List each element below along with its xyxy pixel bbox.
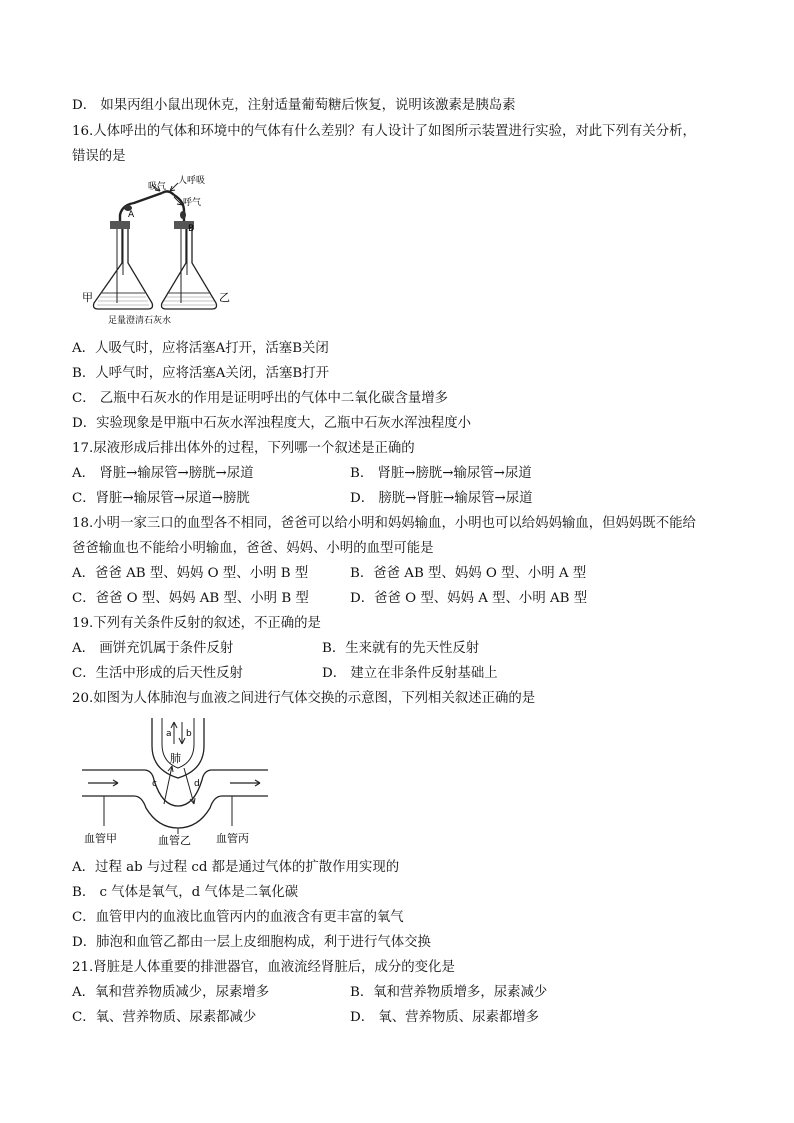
q20-label-vessel-2: 血管乙 (158, 834, 191, 847)
q16-label-exhale: 呼气 (183, 198, 202, 208)
q16-stem-line1: 16.人体呼出的气体和环境中的气体有什么差别？有人设计了如图所示装置进行实验，对此下列有关分析， (72, 124, 696, 139)
q20-option-a: A．过程 ab 与过程 cd 都是通过气体的扩散作用实现的 (72, 860, 400, 875)
q16-figure-caption: 足量澄清石灰水 (108, 316, 172, 326)
q16-apparatus-figure (82, 175, 232, 327)
q16-label-valve-b: B (188, 224, 195, 234)
q16-label-valve-a: A (128, 210, 135, 220)
q18-stem-line1: 18.小明一家三口的血型各不相同，爸爸可以给小明和妈妈输血，小明也可以给妈妈输血，但妈妈既不能给 (72, 516, 696, 531)
q17-option-b: B． 肾脏→膀胱→输尿管→尿道 (350, 466, 532, 481)
q18-option-a: A．爸爸 AB 型、妈妈 O 型、小明 B 型 (72, 566, 309, 581)
q16-label-flask-right: 乙 (219, 291, 230, 304)
q16-option-b: B．人呼气时，应将活塞A关闭，活塞B打开 (72, 366, 329, 381)
q17-option-a: A． 肾脏→输尿管→膀胱→尿道 (72, 466, 254, 481)
q20-option-b: B． c 气体是氧气，d 气体是二氧化碳 (72, 885, 299, 900)
q21-option-b: B．氧和营养物质增多，尿素减少 (350, 985, 548, 1000)
q18-stem-line2: 爸爸输血也不能给小明输血，爸爸、妈妈、小明的血型可能是 (72, 541, 434, 556)
q20-label-vessel-3: 血管丙 (216, 832, 249, 845)
q19-option-c: C．生活中形成的后天性反射 (72, 666, 243, 681)
q20-option-d: D．肺泡和血管乙都由一层上皮细胞构成，利于进行气体交换 (72, 935, 431, 950)
q17-stem: 17.尿液形成后排出体外的过程，下列哪一个叙述是正确的 (72, 441, 415, 456)
q20-label-alveolus: 肺 (170, 752, 181, 765)
q18-option-b: B．爸爸 AB 型、妈妈 O 型、小明 A 型 (350, 566, 587, 581)
q19-option-a: A． 画饼充饥属于条件反射 (72, 641, 234, 656)
q20-label-c: c (152, 779, 157, 789)
q16-option-a: A．人吸气时，应将活塞A打开，活塞B关闭 (72, 341, 329, 356)
q21-stem: 21.肾脏是人体重要的排泄器官，血液流经肾脏后，成分的变化是 (72, 960, 455, 975)
q21-option-a: A．氧和营养物质减少，尿素增多 (72, 985, 270, 1000)
q18-option-d: D．爸爸 O 型、妈妈 A 型、小明 AB 型 (350, 591, 588, 606)
q17-option-c: C．肾脏→输尿管→尿道→膀胱 (72, 491, 250, 506)
q21-option-d: D． 氧、营养物质、尿素都增多 (350, 1010, 540, 1025)
q16-stem-line2: 错误的是 (72, 149, 126, 164)
q20-label-vessel-1: 血管甲 (84, 832, 117, 845)
q16-label-flask-left: 甲 (82, 291, 93, 304)
q19-stem: 19.下列有关条件反射的叙述，不正确的是 (72, 616, 321, 631)
q16-option-c: C． 乙瓶中石灰水的作用是证明呼出的气体中二氧化碳含量增多 (72, 391, 449, 406)
q19-option-b: B．生来就有的先天性反射 (322, 641, 480, 656)
q15-option-d: D． 如果丙组小鼠出现休克，注射适量葡萄糖后恢复，说明该激素是胰岛素 (72, 98, 516, 113)
q20-label-d: d (194, 779, 200, 789)
q18-option-c: C．爸爸 O 型、妈妈 AB 型、小明 B 型 (72, 591, 309, 606)
q20-option-c: C．血管甲内的血液比血管丙内的血液含有更丰富的氧气 (72, 910, 404, 925)
q16-label-inhale: 吸气 (148, 182, 167, 192)
q16-label-person: 人呼吸 (178, 176, 206, 186)
q19-option-d: D． 建立在非条件反射基础上 (322, 666, 498, 681)
q20-stem: 20.如图为人体肺泡与血液之间进行气体交换的示意图，下列相关叙述正确的是 (72, 691, 536, 706)
q20-gas-exchange-figure (82, 716, 272, 848)
q21-option-c: C．氧、营养物质、尿素都减少 (72, 1010, 257, 1025)
q17-option-d: D． 膀胱→肾脏→输尿管→尿道 (350, 491, 533, 506)
q20-label-a: a (166, 729, 172, 739)
q16-option-d: D．实验现象是甲瓶中石灰水浑浊程度大，乙瓶中石灰水浑浊程度小 (72, 416, 472, 431)
q20-label-b: b (186, 729, 192, 739)
